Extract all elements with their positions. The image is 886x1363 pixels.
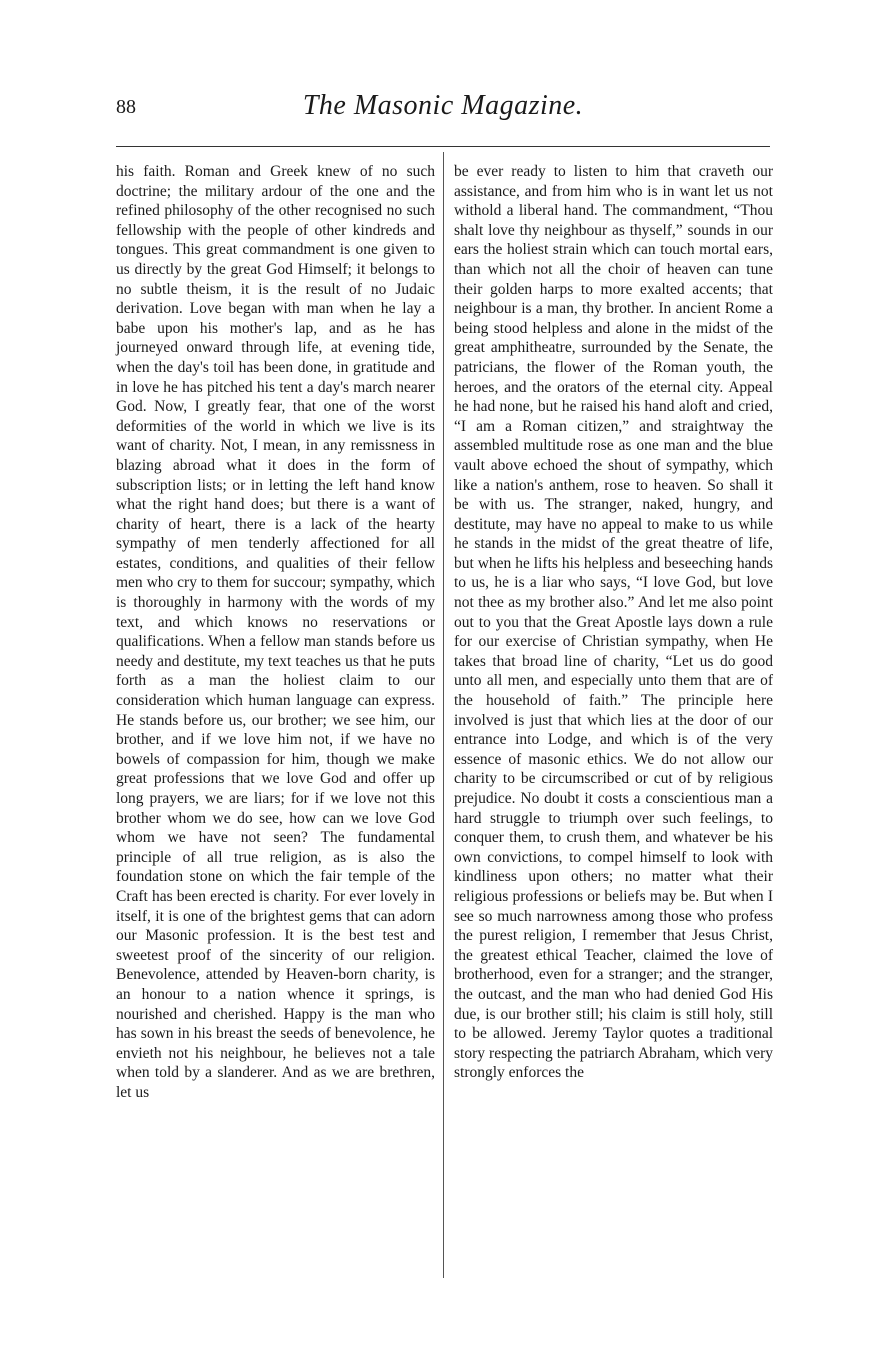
right-column-text: be ever ready to listen to him that craveth our assistance, and from him who is in want let us not withold a liberal hand. The commandment, “Thou shalt love thy neighbour as thyself,” sounds in our ears the holiest strain which can touch mortal ears, than which not all the choir of heaven can tune their golden harps to more exalted accents; that neighbour is a man, thy brother. In ancient Rome a being stood helpless and alone in the midst of the great amphitheatre, surrounded by the Senate, the patricians, the flower of the Roman youth, the heroes, and the orators of the eternal city. Appeal he had none, but he raised his hand aloft and cried, “I am a Roman citizen,” and straightway the assembled multitude rose as one man and the blue vault above echoed the shout of sympathy, which like a nation's anthem, rose to heaven. So shall it be with us. The stranger, naked, hungry, and destitute, may have no appeal to make to us while he stands in the midst of the great theatre of life, but when he lifts his helpless and beseeching hands to us, he is a liar who says, “I love God, but love not thee as my brother also.” And let me also point out to you that the Great Apostle lays down a rule for our exercise of Christian sympathy, when He takes that broad line of charity, “Let us do good unto all men, and especially unto them that are of the household of faith.” The principle here involved is just that which lies at the door of our entrance into Lodge, and which is of the very essence of masonic ethics. We do not allow our charity to be circumscribed or cut of by religious prejudice. No doubt it costs a conscientious man a hard struggle to triumph over such feelings, to conquer them, to crush them, and whatever be his own convictions, to compel himself to look with kindliness upon others; no matter what their religious professions or beliefs may be. But when I see so much narrowness among those who profess the purest religion, I remember that Jesus Christ, the greatest ethical Teacher, claimed the love of brotherhood, even for a stranger; and the stranger, the outcast, and the man who had denied God His due, is our brother still; his claim is still holy, still to be allowed. Jeremy Taylor quotes a traditional story respecting the patriarch Abraham, which very strongly enforces the (454, 163, 773, 1082)
page-number: 88 (116, 96, 136, 118)
page-header (116, 88, 770, 128)
left-column (116, 162, 435, 1103)
header-rule (116, 146, 770, 147)
right-column (454, 162, 773, 1083)
left-column-text: his faith. Roman and Greek knew of no such doctrine; the military ardour of the one and the refined philosophy of the other recognised no such fellowship with the people of other kindreds and tongues. This great commandment is one given to us directly by the great God Himself; it belongs to no subtle theism, it is the result of no Judaic derivation. Love began with man when he lay a babe upon his mother's lap, and as he has journeyed onward through life, at evening tide, when the day's toil has been done, in gratitude and in love he has pitched his tent a day's march nearer God. Now, I greatly fear, that one of the worst deformities of the world in which we live is its want of charity. Not, I mean, in any remissness in blazing abroad what it does in the form of subscription lists; or in letting the left hand know what the right hand does; but there is a want of charity of heart, there is a lack of the hearty sympathy of men tenderly affectioned for all estates, conditions, and qualities of their fellow men who cry to them for succour; sympathy, which is thoroughly in harmony with the words of my text, and which knows no reservations or qualifications. When a fellow man stands before us needy and destitute, my text teaches us that he puts forth as a man the holiest claim to our consideration which human language can express. He stands before us, our brother; we see him, our brother, and if we love him not, if we have no bowels of compassion for him, though we make great professions that we love God and offer up long prayers, we are liars; for if we love not this brother whom we do see, how can we love God whom we have not seen? The fundamental principle of all true religion, as is also the foundation stone on which the fair temple of the Craft has been erected is charity. For ever lovely in itself, it is one of the brightest gems that can adorn our Masonic profession. It is the best test and sweetest proof of the sincerity of our religion. Benevolence, attended by Heaven-born charity, is an honour to a nation whence it springs, is nourished and cherished. Happy is the man who has sown in his breast the seeds of benevolence, he envieth not his neighbour, he believes not a tale when told by a slanderer. And as we are brethren, let us (116, 163, 435, 1101)
page-title: The Masonic Magazine. (302, 90, 584, 121)
column-divider (443, 152, 444, 1278)
